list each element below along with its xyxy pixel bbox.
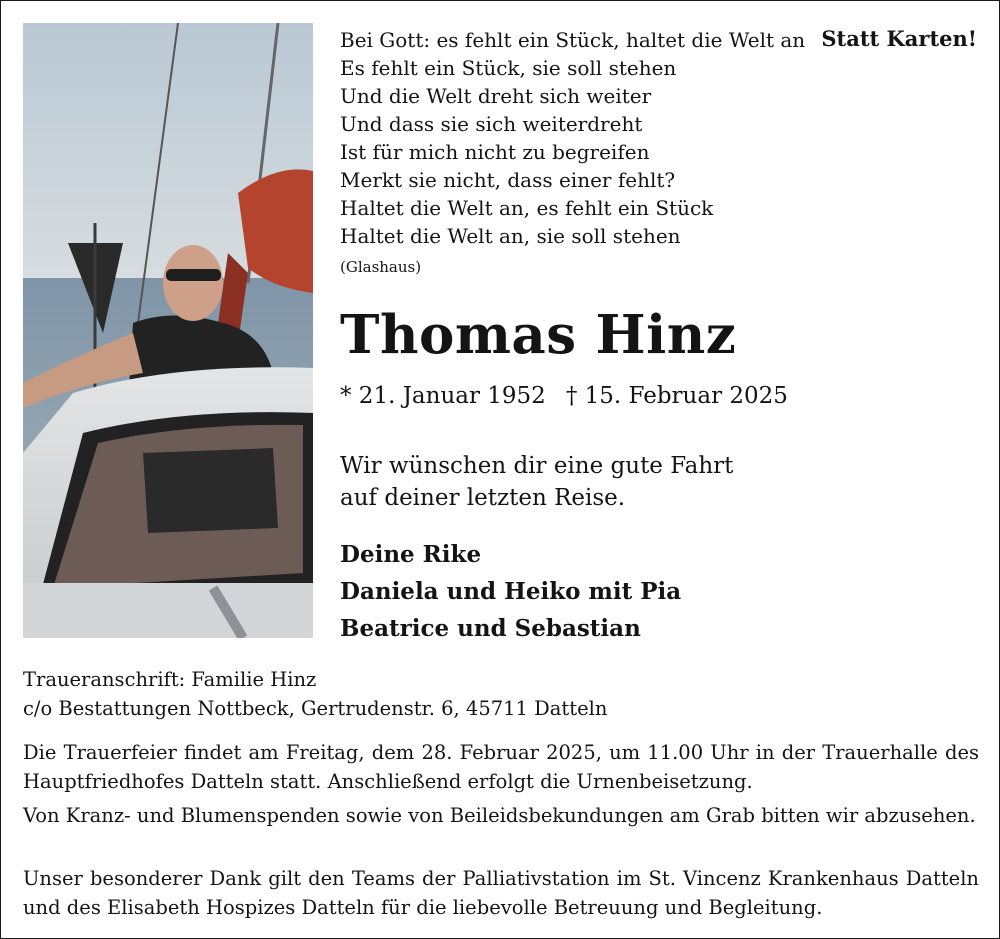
poem-line: Und dass sie sich weiterdreht: [340, 112, 643, 136]
life-dates: [340, 383, 788, 409]
poem: [340, 26, 805, 250]
farewell-wish: [340, 450, 733, 514]
death-date: † 15. Februar 2025: [565, 383, 788, 409]
mourning-address: [23, 665, 979, 723]
poem-line: Bei Gott: es fehlt ein Stück, haltet die Welt an: [340, 28, 806, 52]
mourners-list: [340, 536, 681, 647]
portrait-photo: [23, 23, 313, 638]
wish-line: Wir wünschen dir eine gute Fahrt: [340, 453, 734, 479]
mourner: Daniela und Heiko mit Pia: [340, 578, 682, 605]
address-line: Traueranschrift: Familie Hinz: [23, 668, 317, 691]
mourner: Deine Rike: [340, 541, 482, 568]
poem-line: Haltet die Welt an, sie soll stehen: [340, 224, 681, 248]
thanks-paragraph: Unser besonderer Dank gilt den Teams der Palliativstation im St. Vincenz Krankenhaus Datteln und des Elisabeth Hospizes Datteln für die liebevolle Betreuung und Begleitung.: [23, 867, 979, 919]
wish-line: auf deiner letzten Reise.: [340, 485, 626, 511]
funeral-info-paragraph: Die Trauerfeier findet am Freitag, dem 28. Februar 2025, um 11.00 Uhr in der Trauerhalle des Hauptfriedhofes Datteln statt. Anschließend erfolgt die Urnenbeisetzung.: [23, 741, 979, 793]
statt-karten-heading: Statt Karten!: [821, 26, 977, 51]
donations-paragraph: Von Kranz- und Blumenspenden sowie von Beileidsbekundungen am Grab bitten wir abzusehen.: [23, 804, 976, 827]
poem-line: Es fehlt ein Stück, sie soll stehen: [340, 56, 677, 80]
poem-source: (Glashaus): [340, 258, 422, 276]
mourner: Beatrice und Sebastian: [340, 615, 641, 642]
poem-line: Und die Welt dreht sich weiter: [340, 84, 652, 108]
address-line: c/o Bestattungen Nottbeck, Gertrudenstr. 6, 45711 Datteln: [23, 697, 608, 720]
poem-line: Ist für mich nicht zu begreifen: [340, 140, 650, 164]
birth-date: * 21. Januar 1952: [340, 383, 546, 409]
poem-line: Haltet die Welt an, es fehlt ein Stück: [340, 196, 714, 220]
deceased-name: Thomas Hinz: [340, 304, 737, 366]
poem-line: Merkt sie nicht, dass einer fehlt?: [340, 168, 676, 192]
